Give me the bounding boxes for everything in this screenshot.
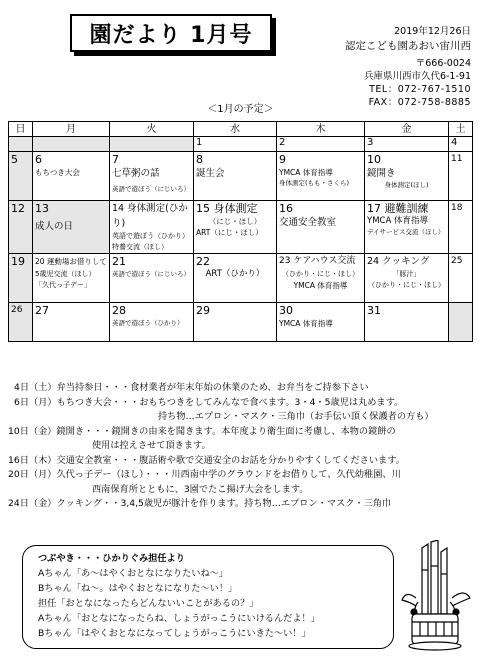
note-line: 16日（木）交通安全教室・・・腹話術や歌で交通安全のお話を分かりやすくしてくださいます。	[8, 454, 405, 466]
day-number: 9	[279, 153, 286, 166]
note-line: 10日（金）鏡開き・・・鏡開きの由来を聞きます。本年度より衛生面に考慮し、本物の鏡餅の	[8, 425, 396, 437]
day-cell	[365, 201, 449, 254]
day-cell	[365, 137, 449, 152]
day-number: 21	[112, 255, 126, 268]
day-cell	[194, 201, 277, 254]
event-label: 交通安全教室	[279, 217, 337, 228]
day-number: 24 クッキング	[367, 256, 430, 267]
weekday-wed: 水	[194, 122, 277, 137]
day-number: 2	[279, 137, 286, 148]
event-label: YMCA 体育指導	[279, 319, 333, 328]
calendar-week-2	[9, 201, 473, 254]
event-label: 身体測定(ほし)	[384, 181, 429, 189]
weekday-fri: 金	[365, 122, 449, 137]
event-label: 英語で遊ぼう（にじいろ）	[112, 185, 190, 193]
day-number: 20 運動場お借りして	[35, 257, 107, 266]
newsletter-title: 園だより 1月号	[70, 14, 272, 52]
event-label: もちつき大会	[35, 168, 80, 177]
calendar-week-4	[9, 303, 473, 342]
event-label: 七草粥の話	[112, 168, 160, 179]
day-number: 23 ケアハウス交流	[279, 256, 356, 266]
issue-date: 2019年12月26日	[394, 26, 471, 37]
day-cell	[194, 137, 277, 152]
day-cell	[33, 152, 110, 201]
event-label: 英語で遊ぼう（にじいろ）	[112, 270, 190, 278]
day-number: 1	[196, 137, 203, 148]
day-cell	[449, 137, 473, 152]
day-cell	[9, 254, 33, 303]
day-number: 26	[11, 305, 23, 315]
day-number: 13	[35, 202, 49, 215]
day-number: 25	[451, 256, 463, 266]
day-number: 7	[112, 153, 119, 166]
notes-section	[8, 381, 474, 512]
address: 兵庫県川西市久代6-1-91	[363, 71, 471, 82]
tsubuyaki-line: Aちゃん「あ～はやくおとなになりたいね～」	[38, 568, 229, 579]
day-cell	[365, 152, 449, 201]
day-number: 31	[367, 304, 381, 317]
day-cell	[449, 254, 473, 303]
day-number: 18	[451, 203, 463, 213]
tsubuyaki-text	[38, 551, 320, 641]
day-number: 5	[11, 153, 18, 166]
day-number: 29	[196, 304, 210, 317]
note-line: 20日（月）久代っ子デー（ほし）・・・川西南中学のグラウンドをお借りして、久代幼稚園、川	[8, 469, 401, 480]
day-cell	[9, 152, 33, 201]
note-line: 持ち物…エプロン・マスク・三角巾（お手伝い頂く保護者の方も）	[158, 411, 434, 422]
kadomatsu-illustration	[398, 540, 474, 652]
tel: TEL：072-767-1510	[369, 84, 471, 95]
event-label: ART（にじ・ほし）	[196, 228, 263, 237]
event-label: （ひかり・にじ・ほし）	[368, 281, 445, 289]
tsubuyaki-line: Aちゃん「おとなになったらね、しょうがっこうにいけるんだよ！」	[38, 613, 320, 624]
day-cell	[449, 152, 473, 201]
event-label: 特養交流（ほし）	[112, 243, 168, 251]
calendar-table	[8, 121, 473, 342]
day-number: 28	[112, 304, 126, 317]
day-cell	[277, 201, 365, 254]
day-cell	[194, 254, 277, 303]
postal-code: 〒666-0024	[415, 58, 471, 69]
day-cell	[110, 303, 194, 342]
day-cell	[33, 137, 110, 152]
event-label: （ひかり・にじ・ほし）	[282, 270, 359, 278]
event-label: 成人の日	[35, 221, 74, 232]
weekday-header-row	[9, 122, 473, 137]
event-label: YMCA 体育指導	[293, 281, 348, 290]
day-cell	[449, 201, 473, 254]
day-cell	[110, 201, 194, 254]
day-number: 3	[367, 137, 374, 148]
event-label: （にじ・ほし）	[208, 217, 262, 226]
day-number: 17 避難訓練	[367, 202, 429, 215]
tsubuyaki-line: Bちゃん「ね～。はやくおとなになりた～い！」	[38, 583, 238, 594]
weekday-sun: 日	[9, 122, 33, 137]
day-cell	[194, 303, 277, 342]
org-name: 認定こども園あおい宙川西	[345, 40, 471, 52]
event-label: デイサービス交流（ほし）	[367, 228, 445, 236]
day-cell	[33, 254, 110, 303]
day-cell	[9, 303, 33, 342]
weekday-thu: 木	[277, 122, 365, 137]
weekday-tue: 火	[110, 122, 194, 137]
day-cell	[9, 137, 33, 152]
event-label: 5歳児交流（ほし）	[35, 270, 96, 278]
day-number: 10	[367, 153, 381, 166]
fax: FAX：072-758-8885	[368, 97, 471, 108]
day-cell	[277, 254, 365, 303]
event-label: 「久代っ子デー」	[35, 281, 91, 289]
tsubuyaki-heading: つぶやき・・・ひかりぐみ担任より	[38, 553, 185, 564]
event-label: 鏡開き	[367, 168, 396, 179]
event-label: 英語で遊ぼう（ひかり）	[112, 232, 189, 240]
day-number: 15 身体測定	[196, 202, 258, 215]
event-label: 身体測定(もも・さくら)	[279, 179, 350, 187]
event-label: 誕生会	[196, 168, 225, 179]
note-line: 24日（金）クッキング・・3,4,5歳児が豚汁を作ります。持ち物…エプロン・マスク・三角巾	[8, 498, 392, 509]
note-line: 6日（月）もちつき大会・・・おもちつきをしてみんなで食べます。3・4・5歳児は丸めます。	[14, 396, 404, 408]
day-number: 8	[196, 153, 203, 166]
weekday-mon: 月	[33, 122, 110, 137]
day-cell	[194, 152, 277, 201]
tsubuyaki-line: 担任「おとなになったらどんないいことがあるの？」	[38, 598, 259, 609]
calendar-week-0	[9, 137, 473, 152]
event-label: YMCA 体育指導	[279, 168, 333, 177]
weekday-sat: 土	[449, 122, 473, 137]
note-line: 使用は控えさせて頂きます。	[92, 440, 211, 451]
calendar-week-1	[9, 152, 473, 201]
day-cell	[110, 152, 194, 201]
schedule-title: ＜1月の予定＞	[207, 104, 274, 115]
event-label: ART（ひかり）	[205, 269, 265, 279]
day-cell	[110, 254, 194, 303]
day-number: 12	[11, 202, 25, 215]
day-number: 22	[196, 255, 210, 268]
day-number: 6	[35, 153, 42, 166]
day-number: 19	[11, 255, 25, 268]
day-cell	[277, 152, 365, 201]
day-number: 11	[451, 154, 463, 164]
day-number: 27	[35, 304, 49, 317]
day-cell	[110, 137, 194, 152]
tsubuyaki-line: Bちゃん「はやくおとなになってしょうがっこうにいきた～い！」	[38, 628, 311, 639]
day-number: 16	[279, 202, 293, 215]
event-label: YMCA 体育指導	[367, 216, 428, 226]
day-cell	[449, 303, 473, 342]
note-line: 西南保育所とともに、3園でたこ揚げ大会をします。	[92, 483, 309, 495]
day-cell	[33, 201, 110, 254]
day-cell	[277, 303, 365, 342]
note-line: 4日（土）弁当持参日・・・食材業者が年末年始の休業のため、お弁当をご持参下さい	[14, 382, 369, 393]
day-cell	[9, 201, 33, 254]
event-label: 英語で遊ぼう（ひかり）	[112, 319, 184, 327]
day-number: 30	[279, 304, 293, 317]
calendar-week-3	[9, 254, 473, 303]
day-cell	[277, 137, 365, 152]
day-number: 4	[451, 137, 458, 148]
event-label: 「豚汁」	[392, 270, 421, 278]
day-number: 14 身体測定(ひかり)	[112, 203, 188, 229]
day-cell	[365, 254, 449, 303]
day-cell	[365, 303, 449, 342]
day-cell	[33, 303, 110, 342]
